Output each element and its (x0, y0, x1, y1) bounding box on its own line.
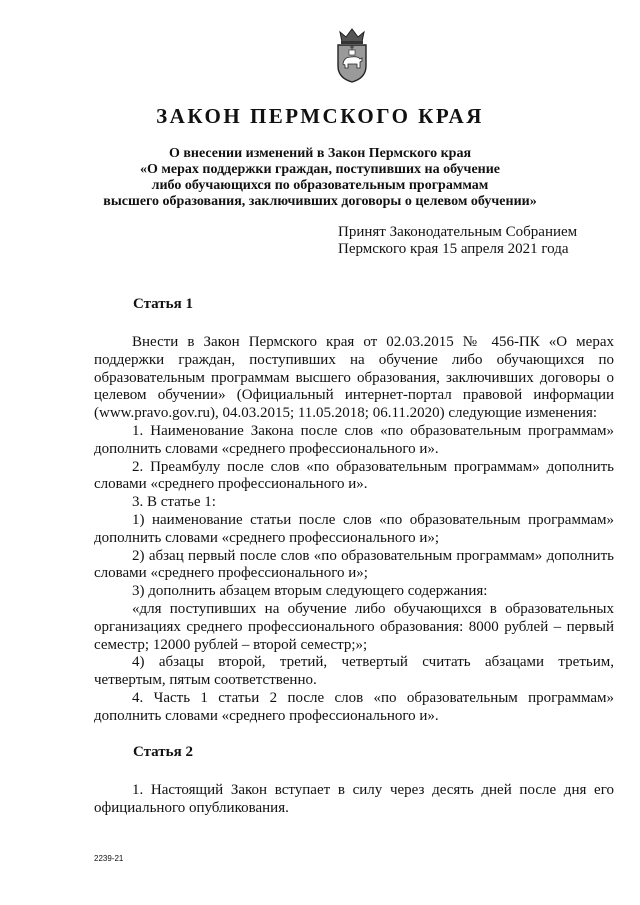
paragraph: 4. Часть 1 статьи 2 после слов «по образовательным программам» дополнить словами «среднего профессионального и». (94, 689, 614, 724)
paragraph: 1. Наименование Закона после слов «по образовательным программам» дополнить словами «среднего профессионального и». (94, 422, 614, 457)
article-1-heading: Статья 1 (133, 296, 193, 312)
paragraph: 4) абзацы второй, третий, четвертый считать абзацами третьим, четвертым, пятым соответственно. (94, 654, 614, 689)
article-1-body (94, 334, 614, 726)
adoption-line: Принят Законодательным Собранием (338, 224, 578, 240)
subtitle-line: либо обучающихся по образовательным программам (151, 178, 489, 193)
paragraph: 1. Настоящий Закон вступает в силу через десять дней после дня его официального опубликования. (94, 782, 614, 816)
article-2-body (94, 782, 614, 818)
document-code: 2239-21 (94, 854, 124, 863)
law-title: ЗАКОН ПЕРМСКОГО КРАЯ (156, 104, 484, 128)
article-2-heading: Статья 2 (133, 744, 193, 760)
paragraph: 2) абзац первый после слов «по образовательным программам» дополнить словами «среднего профессионального и»; (94, 547, 614, 582)
subtitle-line: О внесении изменений в Закон Пермского края (168, 146, 472, 161)
paragraph: 3. В статье 1: (132, 494, 216, 511)
law-subtitle (100, 146, 540, 210)
paragraph: 3) дополнить абзацем вторым следующего содержания: (132, 583, 488, 600)
paragraph: 1) наименование статьи после слов «по образовательным программам» дополнить словами «среднего профессионального и»; (94, 511, 614, 546)
paragraph: «для поступивших на обучение либо обучающихся в образовательных организациях среднего профессионального образования: 8000 рублей – первый семестр; 12000 рублей – второй семестр;»; (94, 600, 614, 653)
paragraph: Внести в Закон Пермского края от 02.03.2015 № 456-ПК «О мерах поддержки граждан, поступивших на обучение либо обучающихся по образовательным программам высшего образования, заключивших договоры о целевом обучении» (Официальный интернет-портал правовой информации (www.pravo.gov.ru), 04.03.2015; 11.05.2018; 06.11.2020) следующие изменения: (94, 334, 614, 422)
coat-of-arms-icon (330, 26, 374, 84)
adoption-line: Пермского края 15 апреля 2021 года (338, 241, 569, 257)
paragraph: 2. Преамбулу после слов «по образовательным программам» дополнить словами «среднего профессионального и». (94, 458, 614, 493)
adoption-note (338, 224, 628, 258)
subtitle-line: «О мерах поддержки граждан, поступивших на обучение (139, 162, 501, 177)
subtitle-line: высшего образования, заключивших договоры о целевом обучении» (103, 194, 537, 209)
